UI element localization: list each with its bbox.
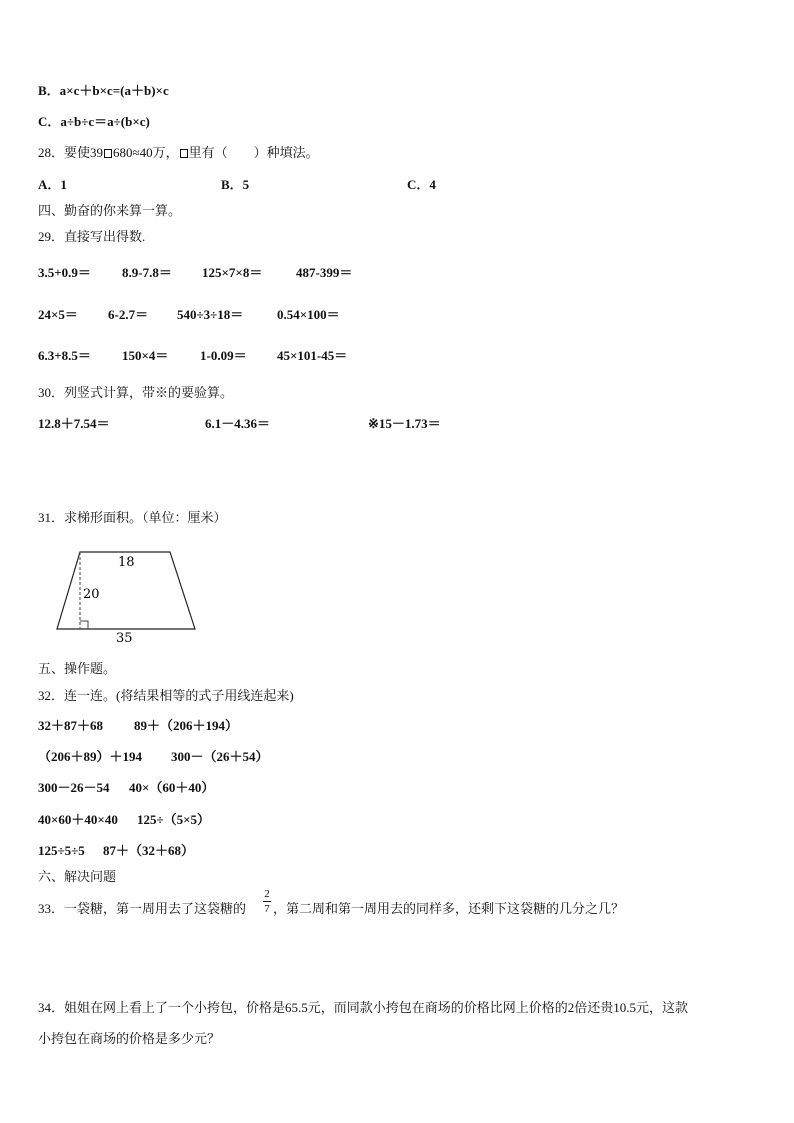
q30-item: ※15－1.73＝ [368,416,441,431]
trapezoid-height-label: 20 [83,587,100,602]
q31-title: 31．求梯形面积。（单位：厘米） [38,510,227,525]
trapezoid-bottom-label: 35 [116,631,133,645]
q29-item: 6.3+8.5＝ [38,348,91,363]
q28-text-b: 680≈40万， [113,145,179,160]
q32-left-expr: （206＋89）＋194 [38,749,143,764]
q29-item: 1-0.09＝ [200,348,247,363]
section-4-heading: 四、勤奋的你来算一算。 [38,203,182,218]
right-angle-mark-icon [80,621,88,629]
q32-title: 32．连一连。(将结果相等的式子用线连起来) [38,688,294,703]
trapezoid-top-label: 18 [118,555,135,570]
q32-right-expr: 300－（26＋54） [171,749,269,764]
q29-item: 125×7×8＝ [202,265,263,280]
q32-right-expr: 87＋（32＋68） [103,843,195,858]
section-5-heading: 五、操作题。 [38,661,117,676]
q28-option-a: A．1 [38,177,67,192]
q29-item: 487-399＝ [296,265,353,280]
blank-box-icon [104,149,112,158]
trapezoid-figure [50,545,210,645]
q34-line-2: 小挎包在商场的价格是多少元？ [38,1031,221,1046]
q29-title: 29．直接写出得数. [38,229,146,244]
q27-option-b: B．a×c＋b×c=(a＋b)×c [38,83,169,98]
q30-item: 12.8＋7.54＝ [38,416,110,431]
blank-box-icon [180,149,188,158]
q30-item: 6.1－4.36＝ [205,416,271,431]
q29-item: 3.5+0.9＝ [38,265,91,280]
q32-right-expr: 89＋（206＋194） [134,718,239,733]
q32-left-expr: 125÷5÷5 [38,843,85,858]
q30-title: 30．列竖式计算，带※的要验算。 [38,385,234,400]
q28-option-c: C．4 [407,177,436,192]
q27-option-c: C．a÷b÷c＝a÷(b×c) [38,114,150,129]
q28-option-b: B．5 [221,177,250,192]
q32-right-expr: 125÷（5×5） [137,812,211,827]
q33-fraction-numerator: 2 [264,888,270,900]
q33-fraction-denominator: 7 [264,903,270,915]
q29-item: 8.9-7.8＝ [122,265,172,280]
q33-text-b: ，第二周和第一周用去的同样多，还剩下这袋糖的几分之几？ [273,901,625,916]
q32-left-expr: 32＋87＋68 [38,718,104,733]
q33-text-a: 33．一袋糖，第一周用去了这袋糖的 [38,901,247,916]
q29-item: 45×101-45＝ [277,348,348,363]
section-6-heading: 六、解决问题 [38,869,117,884]
q32-left-expr: 40×60＋40×40 [38,812,118,827]
q28-text-c: 里有（ ）种填法。 [188,145,319,160]
q28-question [38,145,319,161]
q28-text-a: 28．要使39 [38,145,104,160]
q34-line-1: 34．姐姐在网上看上了一个小挎包，价格是65.5元，而同款小挎包在商场的价格比网上价格的2倍还贵10.5元，这款 [38,1000,689,1015]
q29-item: 150×4＝ [122,348,169,363]
q32-left-expr: 300－26－54 [38,780,110,795]
q29-item: 24×5＝ [38,307,78,322]
fraction-bar [263,901,271,902]
q29-item: 540÷3÷18＝ [177,307,244,322]
q29-item: 0.54×100＝ [277,307,340,322]
q32-right-expr: 40×（60＋40） [129,780,215,795]
q29-item: 6-2.7＝ [108,307,149,322]
